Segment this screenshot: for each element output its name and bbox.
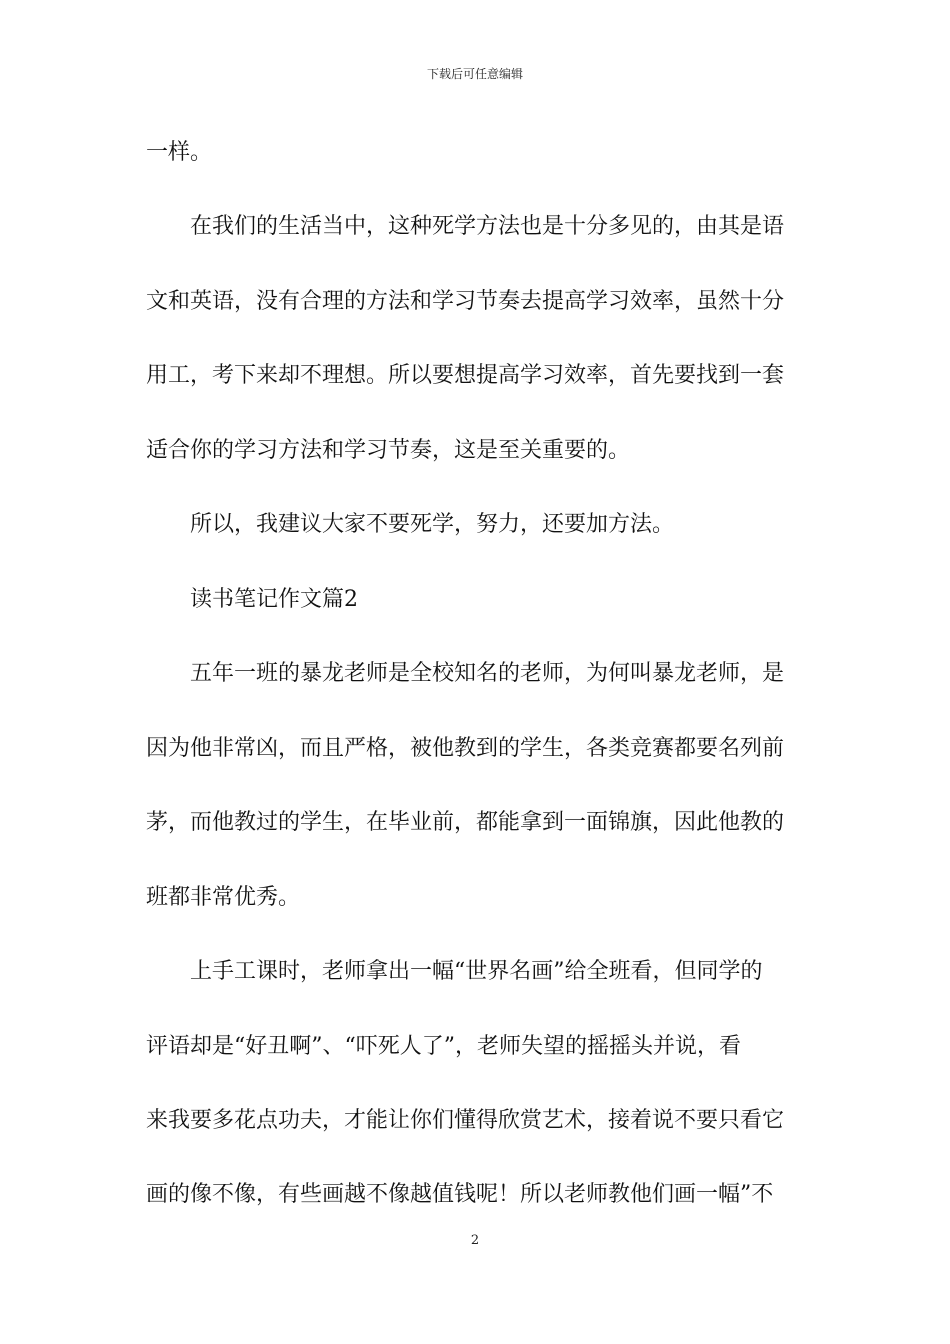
text-line: 文和英语，没有合理的方法和学习节奏去提高学习效率，虽然十分 <box>146 289 785 314</box>
text-line: 因为他非常凶，而且严格，被他教到的学生，各类竞赛都要名列前 <box>146 736 785 761</box>
page-number: 2 <box>470 1233 480 1248</box>
text-line: 画的像不像，有些画越不像越值钱呢！所以老师教他们画一幅”不 <box>146 1182 774 1207</box>
text-line: 所以，我建议大家不要死学，努力，还要加方法。 <box>190 512 675 537</box>
text-line: 班都非常优秀。 <box>146 885 301 910</box>
text-line: 用工，考下来却不理想。所以要想提高学习效率，首先要找到一套 <box>146 363 785 388</box>
section-heading: 读书笔记作文篇2 <box>190 587 358 612</box>
text-line: 一样。 <box>146 140 213 165</box>
page-header-note: 下载后可任意编辑 <box>426 67 523 81</box>
text-line: 上手工课时，老师拿出一幅“世界名画”给全班看，但同学的 <box>190 959 763 984</box>
text-line: 在我们的生活当中，这种死学方法也是十分多见的，由其是语 <box>190 214 785 239</box>
text-line: 适合你的学习方法和学习节奏，这是至关重要的。 <box>146 438 631 463</box>
text-line: 评语却是“好丑啊”、“吓死人了”，老师失望的摇摇头并说，看 <box>146 1034 741 1059</box>
text-line: 来我要多花点功夫，才能让你们懂得欣赏艺术，接着说不要只看它 <box>146 1108 785 1133</box>
text-line: 五年一班的暴龙老师是全校知名的老师，为何叫暴龙老师，是 <box>190 661 785 686</box>
text-line: 茅，而他教过的学生，在毕业前，都能拿到一面锦旗，因此他教的 <box>146 810 785 835</box>
